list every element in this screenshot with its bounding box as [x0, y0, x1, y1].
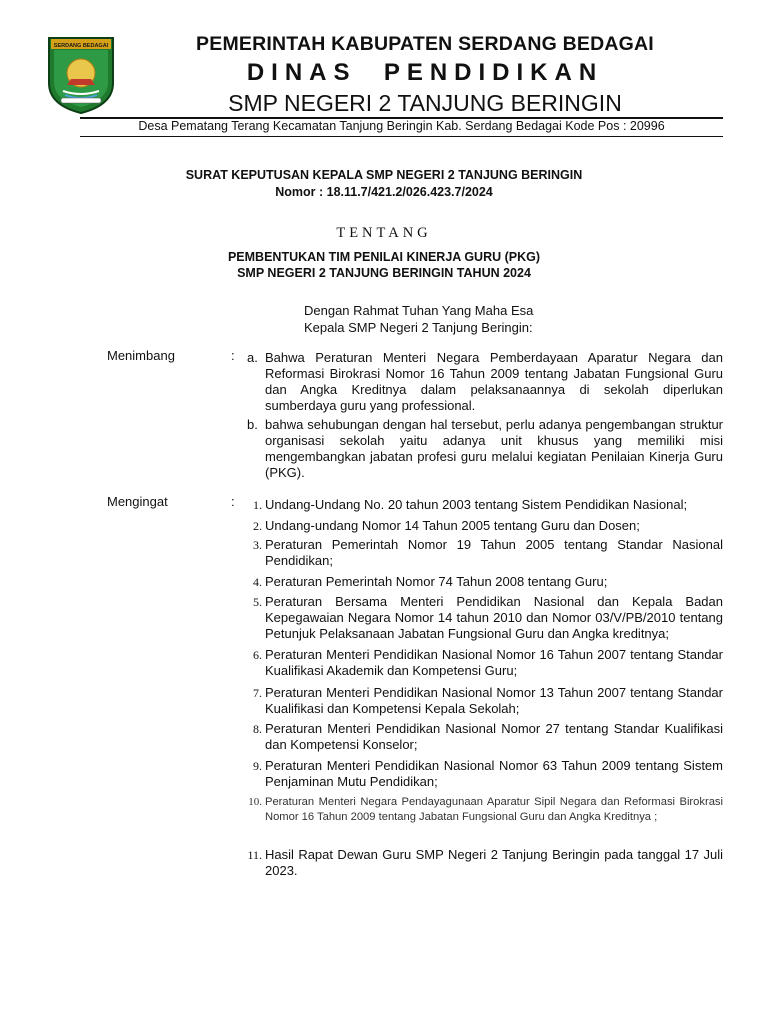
mengingat-item: [243, 537, 723, 569]
item-number: 11.: [247, 848, 262, 862]
government-name: PEMERINTAH KABUPATEN SERDANG BEDAGAI: [196, 33, 654, 55]
item-marker: a.: [247, 350, 258, 365]
mengingat-colon: :: [231, 494, 235, 509]
mengingat-label: Mengingat: [107, 494, 168, 509]
mengingat-item: [243, 685, 723, 717]
item-text: Peraturan Menteri Pendidikan Nasional Nomor 16 Tahun 2007 tentang Standar Kualifikasi Akademik dan Kompetensi Guru;: [265, 647, 723, 678]
item-text: Hasil Rapat Dewan Guru SMP Negeri 2 Tanjung Beringin pada tanggal 17 Juli 2023.: [265, 847, 723, 878]
subject-line-2: SMP NEGERI 2 TANJUNG BERINGIN TAHUN 2024: [237, 266, 531, 280]
logo-text: SERDANG BEDAGAI: [53, 43, 109, 49]
item-text: Peraturan Pemerintah Nomor 19 Tahun 2005 tentang Standar Nasional Pendidikan;: [265, 537, 723, 568]
item-number: 5.: [253, 595, 262, 609]
school-name: SMP NEGERI 2 TANJUNG BERINGIN: [228, 90, 622, 116]
decree-title: SURAT KEPUTUSAN KEPALA SMP NEGERI 2 TANJUNG BERINGIN: [185, 168, 583, 182]
opening-line-1: Dengan Rahmat Tuhan Yang Maha Esa: [304, 303, 534, 318]
item-text: Peraturan Menteri Pendidikan Nasional Nomor 63 Tahun 2009 tentang Sistem Penjaminan Mutu Pendidikan;: [265, 758, 723, 789]
mengingat-item: [243, 795, 723, 825]
item-text: bahwa sehubungan dengan hal tersebut, perlu adanya pengembangan struktur organisasi sekolah yaitu adanya unit khusus yang memiliki misi mengembangkan jabatan profesi guru melalui kegiatan Penilaian Kinerja Guru (PKG).: [265, 417, 723, 480]
menimbang-label: Menimbang: [107, 348, 175, 363]
item-text: Undang-Undang No. 20 tahun 2003 tentang Sistem Pendidikan Nasional;: [265, 497, 688, 512]
agency-name: DINAS PENDIDIKAN: [246, 59, 604, 86]
item-text: Bahwa Peraturan Menteri Negara Pemberdayaan Aparatur Negara dan Reformasi Birokrasi Nomor 16 Tahun 2009 tentang Jabatan Fungsional Guru dan Angka Kreditnya dalam pelaksanaannya di sekolah diperlukan sumberdaya guru yang professional.: [265, 350, 723, 413]
decree-number: Nomor : 18.11.7/421.2/026.423.7/2024: [275, 185, 493, 199]
address-rule: [80, 136, 723, 137]
mengingat-item: [243, 497, 723, 513]
mengingat-item: [243, 518, 723, 534]
item-marker: b.: [247, 417, 258, 432]
regency-logo: [45, 35, 117, 115]
item-text: Peraturan Pemerintah Nomor 74 Tahun 2008 tentang Guru;: [265, 574, 608, 589]
item-text: Peraturan Bersama Menteri Pendidikan Nasional dan Kepala Badan Kepegawaian Negara Nomor 14 tahun 2010 dan Nomor 03/V/PB/2010 tentang Petunjuk Pelaksanaan Jabatan Fungsional Guru dan Angka kreditnya;: [265, 594, 723, 641]
mengingat-item: [243, 847, 723, 879]
item-number: 8.: [253, 722, 262, 736]
item-number: 6.: [253, 648, 262, 662]
item-number: 3.: [253, 538, 262, 552]
mengingat-item: [243, 594, 723, 642]
menimbang-item: [243, 417, 723, 481]
subject-line-1: PEMBENTUKAN TIM PENILAI KINERJA GURU (PKG): [227, 250, 541, 264]
item-text: Peraturan Menteri Negara Pendayagunaan Aparatur Sipil Negara dan Reformasi Birokrasi Nomor 16 Tahun 2009 tentang Jabatan Fungsional Guru dan Angka Kreditnya ;: [265, 796, 723, 823]
opening-line-2: Kepala SMP Negeri 2 Tanjung Beringin:: [304, 320, 533, 335]
item-text: Undang-undang Nomor 14 Tahun 2005 tentang Guru dan Dosen;: [265, 518, 640, 533]
item-number: 10.: [248, 796, 262, 808]
item-number: 2.: [253, 519, 262, 533]
item-number: 4.: [253, 575, 262, 589]
item-number: 1.: [253, 498, 262, 512]
opening-formula: [304, 302, 533, 336]
letterhead: [140, 30, 710, 118]
mengingat-item: [243, 758, 723, 790]
menimbang-item: [243, 350, 723, 414]
mengingat-item: [243, 721, 723, 753]
mengingat-item: [243, 574, 723, 590]
item-text: Peraturan Menteri Pendidikan Nasional Nomor 27 tentang Standar Kualifikasi dan Kompetensi Konselor;: [265, 721, 723, 752]
item-number: 9.: [253, 759, 262, 773]
item-text: Peraturan Menteri Pendidikan Nasional Nomor 13 Tahun 2007 tentang Standar Kualifikasi dan Kompetensi Kepala Sekolah;: [265, 685, 723, 716]
tentang-heading: TENTANG: [336, 225, 432, 241]
school-address: Desa Pematang Terang Kecamatan Tanjung Beringin Kab. Serdang Bedagai Kode Pos : 20996: [138, 119, 665, 133]
mengingat-item: [243, 647, 723, 679]
item-number: 7.: [253, 686, 262, 700]
menimbang-colon: :: [231, 348, 235, 363]
